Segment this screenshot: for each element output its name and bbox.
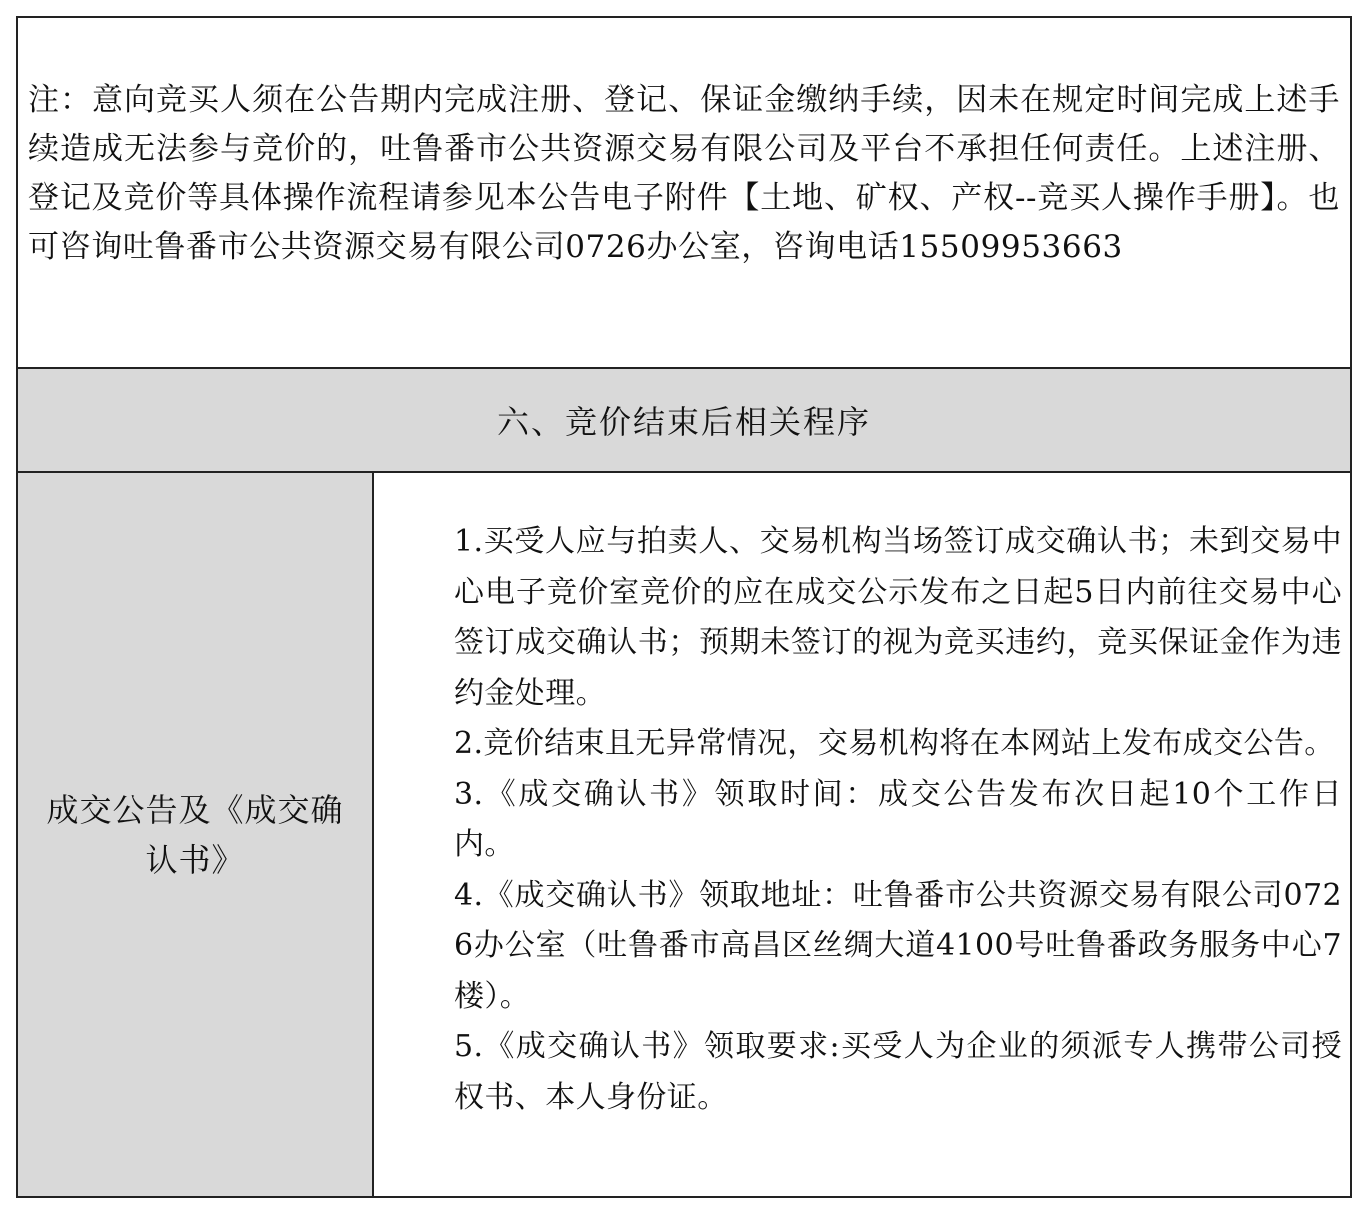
row-label: 成交公告及《成交确认书》 (46, 790, 344, 879)
note-text: 注：意向竞买人须在公告期内完成注册、登记、保证金缴纳手续，因未在规定时间完成上述手续造成无法参与竞价的，吐鲁番市公共资源交易有限公司及平台不承担任何责任。上述注册、登记及竞价等具体操作流程请参见本公告电子附件【土地、矿权、产权--竞买人操作手册】。也可咨询吐鲁番市公共资源交易有限公司0726办公室，咨询电话15509953663 (28, 82, 1340, 265)
procedure-item-3: 3.《成交确认书》领取时间：成交公告发布次日起10个工作日内。 (454, 776, 1342, 862)
procedure-row (18, 473, 1350, 1196)
section-header (18, 369, 1350, 473)
procedure-item-5: 5.《成交确认书》领取要求:买受人为企业的须派专人携带公司授权书、本人身份证。 (454, 1029, 1342, 1115)
row-content-cell (374, 473, 1350, 1196)
procedure-item-4: 4.《成交确认书》领取地址：吐鲁番市公共资源交易有限公司0726办公室（吐鲁番市高昌区丝绸大道4100号吐鲁番政务服务中心7楼）。 (454, 877, 1342, 1014)
note-cell (18, 18, 1350, 369)
row-label-cell (18, 473, 374, 1196)
procedure-item-2: 2.竞价结束且无异常情况，交易机构将在本网站上发布成交公告。 (454, 726, 1335, 761)
announcement-table (16, 16, 1352, 1198)
section-title: 六、竞价结束后相关程序 (496, 403, 871, 441)
procedure-item-1: 1.买受人应与拍卖人、交易机构当场签订成交确认书；未到交易中心电子竞价室竞价的应在成交公示发布之日起5日内前往交易中心签订成交确认书；预期未签订的视为竞买违约，竞买保证金作为违约金处理。 (454, 524, 1342, 711)
